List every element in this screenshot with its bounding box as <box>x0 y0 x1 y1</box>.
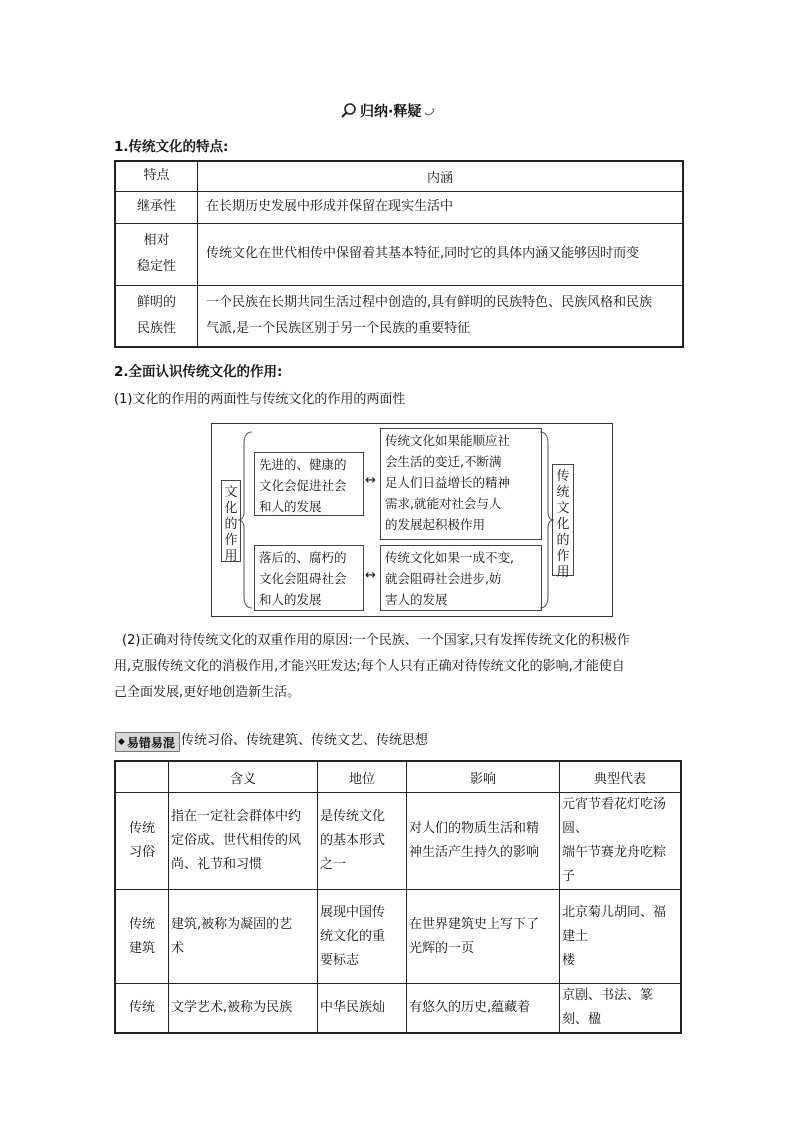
examples-cell: 京剧、书法、篆刻、楹 <box>560 984 682 1034</box>
label-char: 作 <box>556 549 570 564</box>
influence-cell <box>407 793 560 890</box>
table-header-row <box>115 161 683 191</box>
feature-cell <box>115 223 198 285</box>
cell-line: 之一 <box>320 857 347 872</box>
features-table <box>114 160 684 348</box>
box-line: 传统文化如果一成不变, <box>385 550 514 565</box>
cell-line: 在世界建筑史上写下了 <box>409 916 540 932</box>
header-influence: 影响 <box>407 761 560 793</box>
section1-heading: 1.传统文化的特点: <box>114 139 229 155</box>
label-char: 化 <box>556 517 570 532</box>
header-status: 地位 <box>318 761 407 793</box>
examples-cell <box>560 890 682 984</box>
cell-line: 尚、礼节和习惯 <box>171 857 263 872</box>
cell-line: 元宵节看花灯吃汤圆、 <box>562 797 667 836</box>
box-line: 会生活的变迁,不断满 <box>385 454 502 469</box>
label-char: 统 <box>556 485 570 500</box>
double-arrow-icon: ↔ <box>365 568 376 583</box>
header-meaning: 含义 <box>169 761 318 793</box>
header-title: 归纳·释疑 <box>360 104 422 120</box>
role-diagram <box>211 423 613 617</box>
meaning-cell <box>169 890 318 984</box>
label-char: 用 <box>224 549 238 564</box>
table-row <box>115 191 683 223</box>
diamond-icon: ◆ <box>118 737 125 747</box>
cell-line: 楼 <box>562 952 576 968</box>
table-row <box>115 984 681 1034</box>
table-row <box>115 285 683 347</box>
status-cell <box>318 793 407 890</box>
feature-cell: 继承性 <box>115 191 198 223</box>
meaning-cell <box>169 793 318 890</box>
row-name-cell: 传统 <box>115 984 169 1034</box>
paragraph-line: 用,克服传统文化的消极作用,才能兴旺发达;每个人只有正确对待传统文化的影响,才能使自 <box>114 659 625 674</box>
error-prone-tag <box>115 732 180 752</box>
double-arrow-icon: ↔ <box>365 473 376 488</box>
cell-line: 对人们的物质生活和精 <box>409 821 540 836</box>
table-row <box>115 890 681 984</box>
box-line: 文化会阻碍社会 <box>259 571 347 586</box>
positive-traditional-box <box>380 428 542 540</box>
table-header-row <box>115 761 681 793</box>
cell-line: 统文化的重 <box>320 928 386 944</box>
cell-line: 术 <box>171 940 185 956</box>
feature-line: 相对 <box>143 233 170 248</box>
influence-cell: 有悠久的历史,蕴藏着 <box>407 984 560 1034</box>
box-line: 足人们日益增长的精神 <box>385 475 511 490</box>
row-name-cell <box>115 890 169 984</box>
feature-cell <box>115 285 198 347</box>
feature-line: 鲜明的 <box>136 294 176 310</box>
box-line: 先进的、健康的 <box>259 457 347 472</box>
box-line: 文化会促进社会 <box>259 478 347 493</box>
row-name-cell <box>115 793 169 890</box>
label-char: 传 <box>556 469 570 484</box>
label-char: 作 <box>224 533 238 548</box>
header-feature: 特点 <box>115 161 198 191</box>
positive-general-box <box>254 452 364 516</box>
negative-traditional-box <box>380 545 542 611</box>
meaning-cell: 传统文化在世代相传中保留着其基本特征,同时它的具体内涵又能够因时而变 <box>198 223 684 285</box>
label-char: 文 <box>556 501 570 516</box>
examples-cell <box>560 793 682 890</box>
cell-line: 是传统文化 <box>320 809 386 824</box>
cell-line: 传统 <box>128 821 155 836</box>
box-line: 和人的发展 <box>259 499 322 514</box>
section2-sub2 <box>114 628 684 706</box>
cell-line: 神生活产生持久的影响 <box>409 845 540 860</box>
section2-heading: 2.全面认识传统文化的作用: <box>114 364 283 380</box>
right-vertical-label <box>552 464 574 580</box>
label-char: 化 <box>224 501 238 516</box>
section-header <box>340 100 452 122</box>
label-char: 用 <box>556 565 570 580</box>
meaning-cell: 在长期历史发展中形成并保留在现实生活中 <box>198 191 684 223</box>
cell-line: 要标志 <box>320 952 360 968</box>
table-row <box>115 793 681 890</box>
feature-line: 稳定性 <box>136 259 176 274</box>
table-row <box>115 223 683 285</box>
box-line: 和人的发展 <box>259 592 322 607</box>
cell-line: 定俗成、世代相传的风 <box>171 833 302 848</box>
paragraph-line: 己全面发展,更好地创造新生活。 <box>114 685 301 700</box>
paragraph-line: (2)正确对待传统文化的双重作用的原因:一个民族、一个国家,只有发挥传统文化的积极作 <box>122 633 630 648</box>
box-line: 需求,就能对社会与人 <box>385 496 502 511</box>
box-line: 的发展起积极作用 <box>385 517 486 532</box>
box-line: 传统文化如果能顺应社 <box>385 433 511 448</box>
status-cell: 中华民族灿 <box>318 984 407 1034</box>
influence-cell <box>407 890 560 984</box>
box-line: 落后的、腐朽的 <box>259 550 347 565</box>
negative-general-box <box>254 545 364 611</box>
meaning-line: 气派,是一个民族区别于另一个民族的重要特征 <box>206 320 471 336</box>
decorative-swirl-icon <box>423 104 437 118</box>
cell-line: 展现中国传 <box>320 904 386 920</box>
section2-sub1: (1)文化的作用的两面性与传统文化的作用的两面性 <box>114 392 406 407</box>
label-char: 的 <box>556 533 570 548</box>
left-vertical-label <box>221 480 241 562</box>
label-char: 的 <box>224 517 238 532</box>
section3-title: 传统习俗、传统建筑、传统文艺、传统思想 <box>181 733 429 748</box>
box-line: 就会阻碍社会进步,妨 <box>385 571 502 586</box>
cell-line: 传统 <box>128 916 155 932</box>
header-empty <box>115 761 169 793</box>
box-line: 害人的发展 <box>385 592 448 607</box>
cell-line: 的基本形式 <box>320 833 386 848</box>
cell-line: 习俗 <box>128 845 155 860</box>
header-meaning: 内涵 <box>198 161 684 191</box>
status-cell <box>318 890 407 984</box>
cell-line: 北京菊儿胡同、福建土 <box>562 904 667 944</box>
cell-line: 光辉的一页 <box>409 940 475 956</box>
tradition-table <box>114 760 682 1034</box>
meaning-cell <box>198 285 684 347</box>
label-char: 文 <box>224 485 238 500</box>
tag-label: 易错易混 <box>126 735 175 750</box>
magnifier-icon <box>340 102 358 120</box>
feature-line: 民族性 <box>136 320 176 336</box>
meaning-line: 一个民族在长期共同生活过程中创造的,具有鲜明的民族特色、民族风格和民族 <box>206 294 653 310</box>
cell-line: 建筑 <box>128 940 155 956</box>
cell-line: 指在一定社会群体中约 <box>171 809 302 824</box>
cell-line: 建筑,被称为凝固的艺 <box>171 916 293 932</box>
header-examples: 典型代表 <box>560 761 682 793</box>
cell-line: 端午节赛龙舟吃粽子 <box>562 845 667 884</box>
meaning-cell: 文学艺术,被称为民族 <box>169 984 318 1034</box>
